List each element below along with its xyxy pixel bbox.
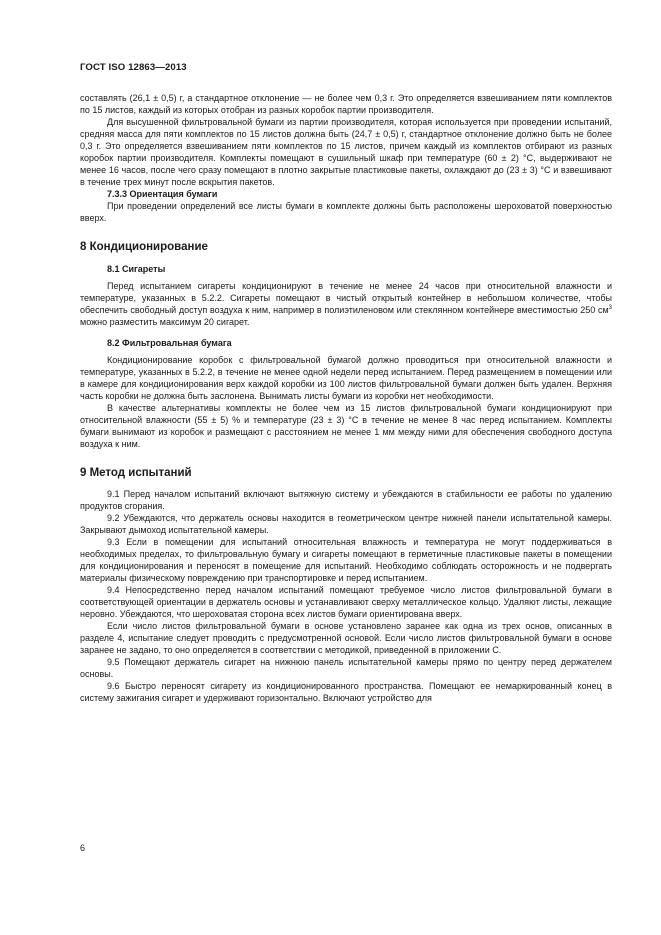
section-heading: 9 Метод испытаний: [80, 467, 192, 479]
document-body: [80, 92, 612, 704]
paragraph: 9.3 Если в помещении для испытаний относительная влажность и температура не могут поддерживаться в необходимых пределах, то фильтровальную бумагу и сигареты помещают в герметичные пластиковые пакеты в помещении для кондиционирования и переносят в помещение для испытаний. Необходимо соблюдать осторожность и не подвергать материалы физическому повреждению при транспортировке и перед испытанием.: [80, 537, 612, 583]
paragraph: 9.6 Быстро переносят сигарету из кондиционированного пространства. Помещают ее немаркированный конец в систему зажигания сигарет и удерживают горизонтально. Включают устройство для: [80, 681, 612, 703]
paragraph: 9.5 Помещают держатель сигарет на нижнюю панель испытательной камеры прямо по центру перед держателем основы.: [80, 657, 612, 679]
paragraph: Для высушенной фильтровальной бумаги из партии производителя, которая используется при проведении испытаний, средняя масса для пяти комплектов по 15 листов должна быть (24,7 ± 0,5) г, стандартное отклонение должно быть не более 0,3 г. Это определяется взвешиванием пяти комплектов по 15 листов, причем каждый из комплектов отбирают из разных коробок партии производителя. Комплекты помещают в сушильный шкаф при температуре (60 ± 2) °C, выдерживают не менее 16 часов, после чего сразу помещают в плотно закрытые пластиковые пакеты, охлаждают до (23 ± 3) °C и взвешивают в течение трех минут после вскрытия пакетов.: [80, 117, 612, 187]
paragraph: При проведении определений все листы бумаги в комплекте должны быть расположены шероховатой поверхностью вверх.: [80, 201, 612, 223]
subsection-heading: 7.3.3 Ориентация бумаги: [107, 189, 218, 199]
paragraph: [80, 280, 612, 328]
paragraph-text: Перед испытанием сигареты кондиционируют в течение не менее 24 часов при относительной влажности и температуре, указанных в 5.2.2. Сигареты помещают в чистый открытый контейнер в небольшом количестве, чтобы обеспечить свободный доступ воздуха к ним, например в полиэтиленовом или стеклянном контейнере вместимостью 250 см: [80, 281, 612, 315]
paragraph-text-tail: можно разместить максимум 20 сигарет.: [80, 317, 250, 327]
paragraph: Если число листов фильтровальной бумаги в основе установлено заранее как одна из трех основ, описанных в разделе 4, испытание следует проводить с предусмотренной основой. Если число листов фильтровальной бумаги в основе заранее не задано, то оно определяется в соответствии с методикой, приведенной в приложении С.: [80, 621, 612, 655]
paragraph: 9.1 Перед началом испытаний включают вытяжную систему и убеждаются в стабильности ее работы по удалению продуктов сгорания.: [80, 489, 612, 511]
page-number: 6: [80, 843, 86, 853]
document-header: ГОСТ ISO 12863—2013: [80, 62, 187, 73]
paragraph: 9.4 Непосредственно перед началом испытаний помещают требуемое число листов фильтровальной бумаги в соответствующей ориентации в держатель основы и устанавливают сверху металлическое кольцо. Удаляют листы, лежащие неровно. Убеждаются, что шероховатая сторона всех листов бумаги ориентирована вверх.: [80, 585, 612, 619]
paragraph: Кондиционирование коробок с фильтровальной бумагой должно проводиться при относительной влажности и температуре, указанных в 5.2.2, в течение не менее одной недели перед испытанием. Перед размещением в помещении или в камере для кондиционирования верх каждой коробки из 100 листов фильтровальной бумаги должен быть удален. Верхняя часть коробки не должна быть заслонена. Вынимать листы бумаги из коробки нет необходимости.: [80, 355, 612, 401]
section-heading: 8 Кондиционирование: [80, 241, 208, 253]
superscript: 3: [608, 305, 612, 311]
paragraph: В качестве альтернативы комплекты не более чем из 15 листов фильтровальной бумаги кондиционируют при относительной влажности (55 ± 5) % и температуре (23 ± 3) °C в течение не менее 8 час перед испытанием. Комплекты бумаги вынимают из коробок и размещают с расстоянием не менее 1 мм между ними для обеспечения свободного доступа воздуха к ним.: [80, 403, 612, 449]
paragraph: составлять (26,1 ± 0,5) г, а стандартное отклонение — не более чем 0,3 г. Это определяется взвешиванием пяти комплектов по 15 листов, каждый из которых отобран из разных коробок партии производителя.: [80, 93, 612, 115]
subsection-heading: 8.1 Сигареты: [107, 264, 166, 274]
paragraph: 9.2 Убеждаются, что держатель основы находится в геометрическом центре нижней панели испытательной камеры. Закрывают дымоход испытательной камеры.: [80, 513, 612, 535]
subsection-heading: 8.2 Фильтровальная бумага: [107, 338, 232, 348]
